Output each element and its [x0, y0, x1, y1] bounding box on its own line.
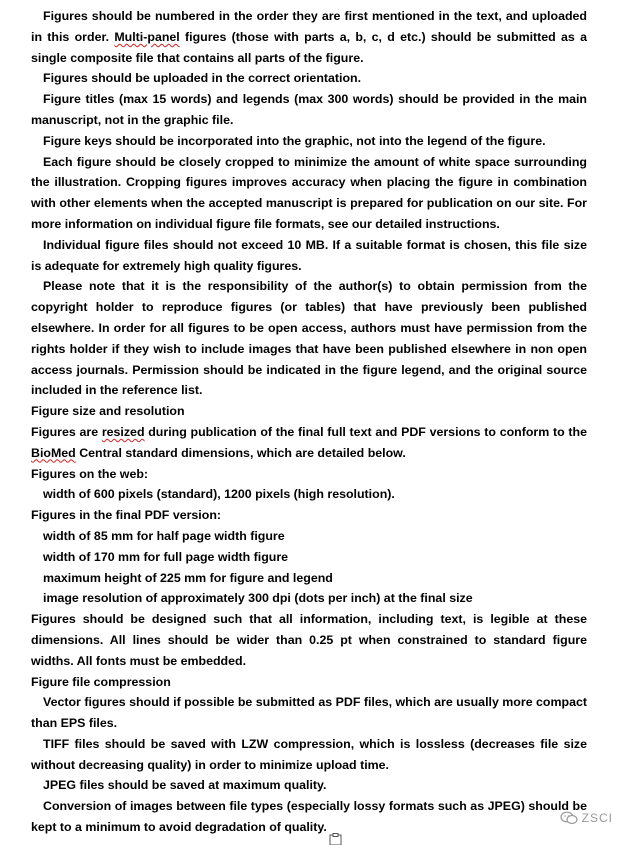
paragraph-permission: Please note that it is the responsibility of the author(s) to obtain permission from the copyright holder to reproduce figures (or tables) that have previously been published elsewhere. In order for all figures to be open access, authors must have permission from the rights holder if they wish to include images that have been published elsewhere in non open access journals. Permission should be indicated in the figure legend, and the original source included in the reference list. [31, 279, 587, 398]
paragraph-legibility: Figures should be designed such that all information, including text, is legible at these dimensions. All lines should be wider than 0.25 pt when constrained to standard figure widths. All fonts must be embedded. [31, 612, 587, 668]
spellcheck-flag: resized [101, 424, 145, 439]
document-body [31, 6, 587, 838]
spellcheck-flag: Multi-panel [114, 29, 180, 44]
heading-size-resolution: Figure size and resolution [31, 404, 185, 419]
paragraph-jpeg: JPEG files should be saved at maximum quality. [43, 778, 327, 793]
paragraph-tiff: TIFF files should be saved with LZW compression, which is lossless (decreases file size without decreasing quality) in order to minimize upload time. [31, 736, 587, 772]
paragraph-titles: Figure titles (max 15 words) and legends (max 300 words) should be provided in the main manuscript, not in the graphic file. [31, 92, 587, 127]
heading-web: Figures on the web: [31, 466, 149, 481]
pdf-item: image resolution of approximately 300 dpi (dots per inch) at the final size [43, 591, 473, 606]
paragraph-orientation: Figures should be uploaded in the correct orientation. [43, 71, 362, 86]
paragraph-resizing: Figures are resized during publication of the final full text and PDF versions to conform to the BioMed Central standard dimensions, which are detailed below. [31, 424, 587, 460]
watermark [560, 811, 613, 825]
heading-pdf: Figures in the final PDF version: [31, 508, 222, 523]
heading-compression: Figure file compression [31, 674, 171, 689]
web-item: width of 600 pixels (standard), 1200 pixels (high resolution). [43, 487, 395, 502]
paragraph-file-size: Individual figure files should not exceed 10 MB. If a suitable format is chosen, this file size is adequate for extremely high quality figures. [31, 237, 587, 273]
paragraph-vector: Vector figures should if possible be submitted as PDF files, which are usually more compact than EPS files. [31, 695, 587, 731]
pdf-item: maximum height of 225 mm for figure and legend [43, 570, 333, 585]
paragraph-numbering: Figures should be numbered in the order they are first mentioned in the text, and uploaded in this order. Multi-panel figures (those with parts a, b, c, d etc.) should be submitted as a single composite file that contains all parts of the figure. [31, 9, 587, 65]
paragraph-conversion: Conversion of images between file types (especially lossy formats such as JPEG) should be kept to a minimum to avoid degradation of quality. [31, 799, 587, 835]
paragraph-cropping: Each figure should be closely cropped to minimize the amount of white space surrounding the illustration. Cropping figures improves accuracy when placing the figure in combination with other elements when the accepted manuscript is prepared for publication on our site. For more information on individual figure file formats, see our detailed instructions. [31, 154, 587, 231]
watermark-text: ZSCI [581, 811, 613, 825]
spellcheck-flag: BioMed [31, 445, 76, 460]
pdf-item: width of 170 mm for full page width figure [43, 549, 289, 564]
wechat-icon [560, 811, 578, 825]
paste-options-icon[interactable] [328, 833, 344, 845]
paragraph-keys: Figure keys should be incorporated into the graphic, not into the legend of the figure. [43, 133, 546, 148]
pdf-item: width of 85 mm for half page width figure [43, 528, 285, 543]
